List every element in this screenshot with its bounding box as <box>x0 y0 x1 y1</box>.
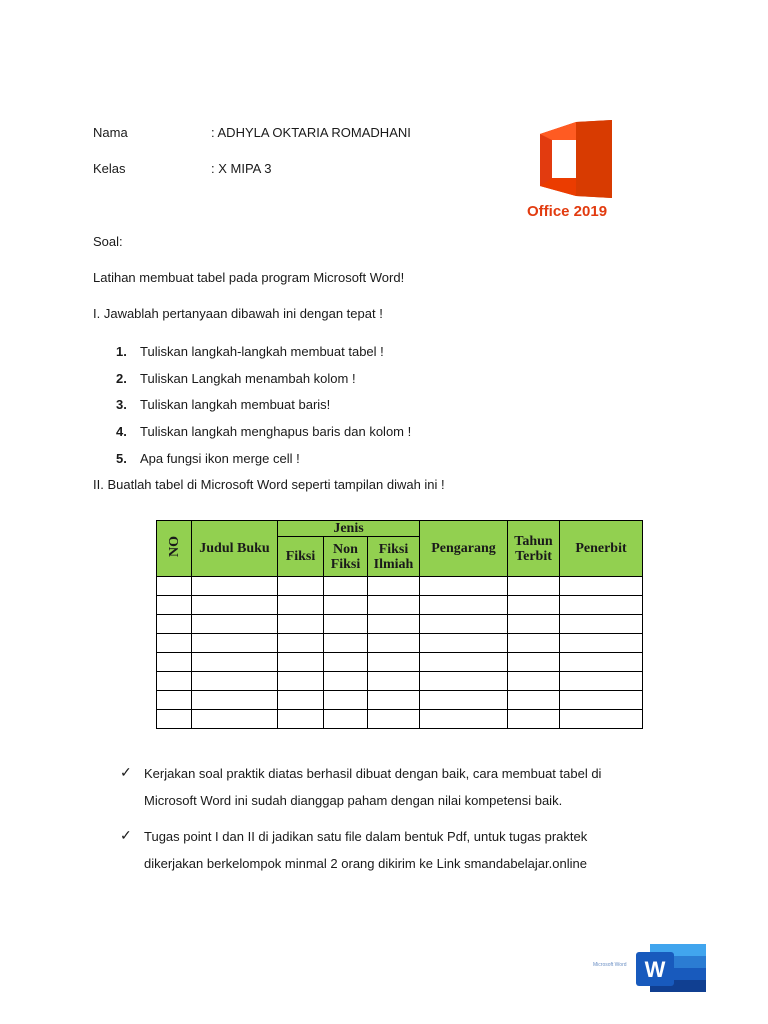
header-non-fiksi-line2: Fiksi <box>330 556 361 572</box>
header-tahun-terbit <box>508 521 560 577</box>
book-table <box>156 520 643 729</box>
question-number: 3. <box>116 397 127 412</box>
table-row <box>157 596 643 615</box>
table-row <box>157 710 643 729</box>
header-no <box>157 521 192 577</box>
note-2-line-1: Tugas point I dan II di jadikan satu file dalam bentuk Pdf, untuk tugas praktek <box>144 829 588 844</box>
question-text: Apa fungsi ikon merge cell ! <box>140 451 300 466</box>
section-2-heading: II. Buatlah tabel di Microsoft Word seperti tampilan diwah ini ! <box>93 477 445 492</box>
table-row <box>157 672 643 691</box>
checkmark-icon: ✓ <box>120 827 132 843</box>
table-row <box>157 577 643 596</box>
header-pengarang: Pengarang <box>420 521 508 577</box>
header-judul-buku: Judul Buku <box>192 521 278 577</box>
word-logo-letter: W <box>644 957 666 982</box>
question-number: 2. <box>116 371 127 386</box>
question-text: Tuliskan langkah menghapus baris dan kolom ! <box>140 424 412 439</box>
word-logo-icon <box>636 944 706 992</box>
table-row <box>157 615 643 634</box>
class-value: : X MIPA 3 <box>211 161 272 176</box>
section-1-heading: I. Jawablah pertanyaan dibawah ini dengan tepat ! <box>93 306 383 321</box>
soal-intro: Latihan membuat tabel pada program Microsoft Word! <box>93 270 405 285</box>
office-logo-icon <box>538 120 614 198</box>
soal-label: Soal: <box>93 234 123 249</box>
question-text: Tuliskan langkah membuat baris! <box>140 397 331 412</box>
question-text: Tuliskan langkah-langkah membuat tabel ! <box>140 344 384 359</box>
header-fiksi-ilmiah-line1: Fiksi <box>378 541 409 557</box>
header-tahun-line2: Terbit <box>515 548 552 564</box>
name-label: Nama <box>93 125 128 140</box>
office-logo-caption: Office 2019 <box>527 203 608 220</box>
checkmark-icon: ✓ <box>120 764 132 780</box>
header-tahun-line1: Tahun <box>514 533 553 549</box>
header-fiksi: Fiksi <box>278 537 324 577</box>
header-jenis: Jenis <box>278 521 420 537</box>
header-penerbit: Penerbit <box>560 521 643 577</box>
table-row <box>157 653 643 672</box>
header-fiksi-ilmiah-line2: Ilmiah <box>373 556 414 572</box>
question-text: Tuliskan Langkah menambah kolom ! <box>140 371 356 386</box>
question-number: 4. <box>116 424 127 439</box>
question-number: 1. <box>116 344 127 359</box>
class-label: Kelas <box>93 161 126 176</box>
name-value: : ADHYLA OKTARIA ROMADHANI <box>211 125 411 140</box>
header-fiksi-ilmiah <box>368 537 420 577</box>
header-non-fiksi <box>324 537 368 577</box>
note-1-line-1: Kerjakan soal praktik diatas berhasil dibuat dengan baik, cara membuat tabel di <box>144 766 602 781</box>
header-no-text: NO <box>166 536 182 557</box>
table-row <box>157 634 643 653</box>
note-1-line-2: Microsoft Word ini sudah dianggap paham dengan nilai kompetensi baik. <box>144 793 563 808</box>
note-2-line-2: dikerjakan berkelompok minmal 2 orang dikirim ke Link smandabelajar.online <box>144 856 587 871</box>
question-number: 5. <box>116 451 127 466</box>
table-row <box>157 691 643 710</box>
word-logo-caption: Microsoft Word <box>593 962 627 968</box>
header-non-fiksi-line1: Non <box>333 541 358 557</box>
